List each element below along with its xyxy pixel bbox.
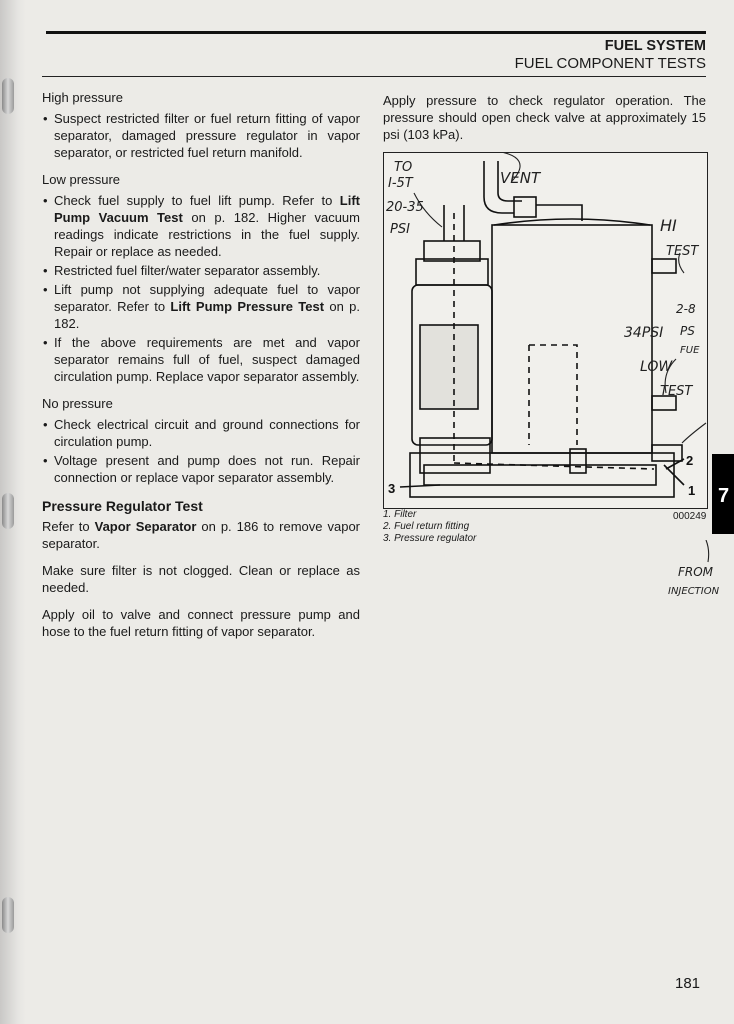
para-text: on p. 186 to remove vapor separator. (42, 519, 360, 551)
intro-paragraph: Apply pressure to check regulator operation. The pressure should open check valve at approximately 15 psi (103 kPa). (383, 93, 706, 142)
handwritten-note: PSI (390, 222, 410, 237)
item-text: Check fuel supply to fuel lift pump. Refer to (54, 193, 340, 208)
handwritten-note: 34PSI (624, 325, 664, 341)
separator-top (494, 219, 650, 225)
thumb-tab-number: 7 (718, 485, 730, 507)
list-item (42, 192, 360, 260)
handwritten-note: 2-8 (676, 302, 696, 316)
high-pressure-list (42, 110, 360, 161)
handwritten-arrow (682, 423, 706, 443)
handwritten-note: 20-35 (386, 200, 424, 215)
chapter-thumb-tab (712, 454, 734, 534)
list-item: • If the above requirements are met and vapor separator remains full of fuel, suspect damaged circulation pump. Replace vapor separator assembly. (42, 334, 360, 385)
figure-ref-code: 000249 (673, 511, 707, 522)
list-item (42, 281, 360, 332)
callout-leader (400, 485, 440, 487)
low-pressure-list (42, 192, 360, 385)
callout-1: 1 (688, 483, 696, 498)
item-text: Lift pump not supplying adequate fuel to vapor separator. Refer to (54, 282, 360, 314)
handwritten-note: VENT (500, 169, 541, 187)
vent-fitting (514, 197, 536, 217)
handwritten-note: TO (394, 160, 413, 175)
subsection-title: FUEL COMPONENT TESTS (514, 55, 706, 72)
handwritten-note: TEST (660, 384, 693, 399)
callout-3: 3 (388, 481, 396, 496)
paragraph: Apply oil to valve and connect pressure pump and hose to the fuel return fitting of vapor separator. (42, 607, 360, 639)
page-number: 181 (675, 975, 701, 992)
list-item: • Voltage present and pump does not run. Repair connection or replace vapor separator assembly. (42, 452, 360, 486)
item-text: on p. 182. Higher vacuum readings indicate restrictions in the fuel supply. Repair or replace as needed. (54, 210, 360, 259)
hi-fitting (652, 259, 676, 273)
legend-item: 3. Pressure regulator (383, 533, 477, 544)
para-text: Refer to (42, 519, 95, 534)
regulator-test-heading: Pressure Regulator Test (42, 498, 203, 514)
paragraph (42, 518, 360, 552)
flow-path (454, 463, 654, 469)
pump-window (420, 325, 478, 409)
no-pressure-list (42, 416, 360, 486)
xref-link: Lift Pump Pressure Test (170, 299, 325, 314)
vapor-separator-drawing (384, 153, 707, 508)
handwritten-note: I-5T (388, 176, 413, 191)
xref-link: Lift Pump Vacuum Test (54, 193, 360, 225)
pump-base (420, 438, 490, 473)
separator-base (410, 453, 674, 497)
high-pressure-heading: High pressure (42, 90, 123, 105)
handwritten-note: PS (680, 324, 695, 338)
right-column (383, 92, 706, 153)
legend-item: 1. Filter (383, 509, 417, 520)
binder-edge (0, 0, 26, 1024)
item-text: on p. 182. (54, 299, 361, 331)
vapor-separator-figure (383, 152, 708, 509)
low-pressure-heading: Low pressure (42, 172, 121, 187)
handwritten-note: HI (660, 216, 677, 235)
flow-path (529, 345, 577, 445)
section-title: FUEL SYSTEM (604, 38, 706, 54)
handwritten-note: FROM (678, 565, 714, 579)
handwritten-note: INJECTION (668, 586, 720, 597)
list-item: • Check electrical circuit and ground connections for circulation pump. (42, 416, 360, 450)
handwritten-arrow (706, 540, 709, 562)
left-column (42, 89, 360, 650)
figure-legend (383, 509, 476, 545)
handwritten-note: LOW (640, 359, 673, 375)
subheader-rule (42, 76, 706, 77)
xref-link: Vapor Separator (94, 519, 197, 534)
no-pressure-heading: No pressure (42, 396, 113, 411)
binder-ring (2, 78, 14, 114)
callout-2: 2 (686, 453, 694, 468)
handwritten-note: TEST (666, 244, 699, 259)
binder-ring (2, 493, 14, 529)
pump-cap (416, 259, 488, 285)
handwritten-note: FUE (680, 345, 700, 356)
header-rule (46, 31, 706, 34)
legend-item: 2. Fuel return fitting (383, 521, 470, 532)
pump-top (424, 241, 480, 261)
handwritten-from-injection (640, 540, 734, 610)
paragraph: Make sure filter is not clogged. Clean or replace as needed. (42, 563, 360, 595)
list-item: • Suspect restricted filter or fuel return fitting of vapor separator, damaged pressure regulator in vapor separator, or restricted fuel return manifold. (42, 110, 360, 161)
binder-ring (2, 897, 14, 933)
list-item: • Restricted fuel filter/water separator assembly. (42, 262, 360, 279)
